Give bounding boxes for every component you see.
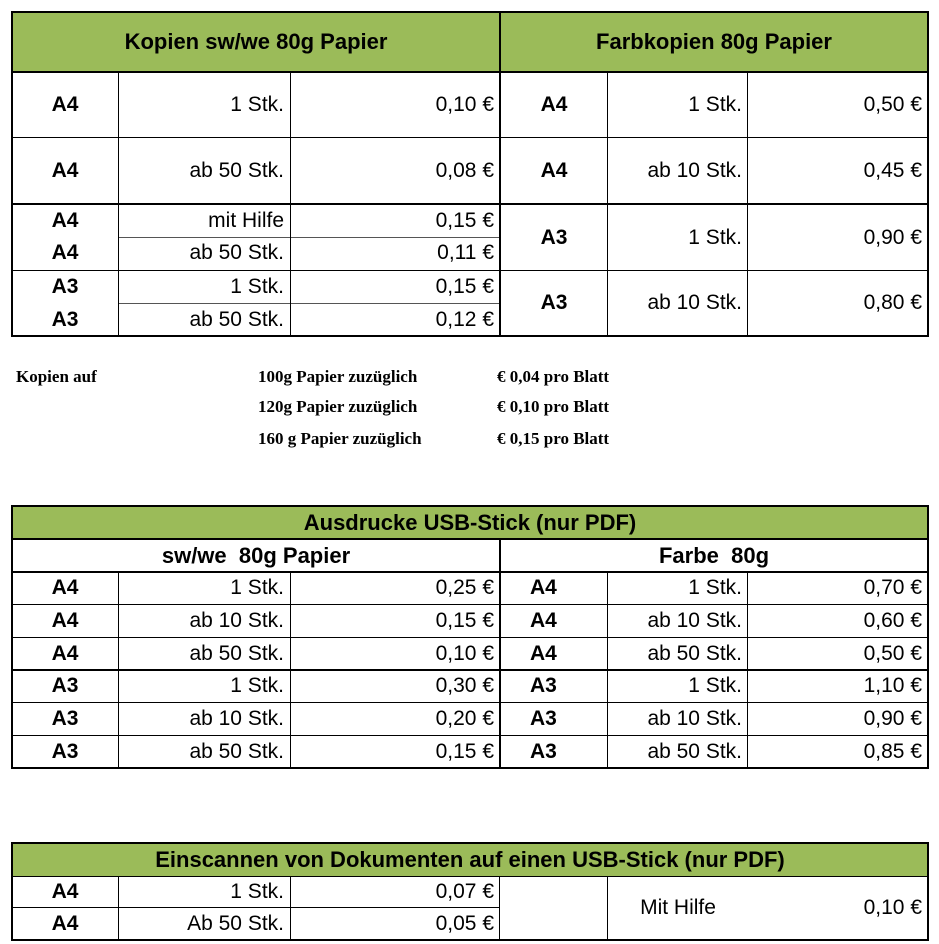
usb-bw-row-5-format: A3 <box>51 707 79 730</box>
grid-line <box>747 72 748 336</box>
surcharge-price-3: € 0,15 pro Blatt <box>497 429 610 448</box>
usb-bw-row-5-qty: ab 10 Stk. <box>189 707 284 730</box>
grid-line <box>927 505 929 769</box>
surcharge-paper-2: 120g Papier zuzüglich <box>258 397 418 416</box>
usb-bw-row-2-qty: ab 10 Stk. <box>189 609 284 632</box>
usb-prints-bw-header: sw/we 80g Papier <box>161 542 351 568</box>
grid-line <box>11 505 929 507</box>
usb-color-row-6-qty: ab 50 Stk. <box>647 740 742 763</box>
usb-bw-row-3-qty: ab 50 Stk. <box>189 642 284 665</box>
copies-bw-row-1-format: A4 <box>51 93 79 116</box>
usb-bw-row-2-price: 0,15 € <box>435 609 494 632</box>
surcharge-label: Kopien auf <box>16 367 97 386</box>
grid-line <box>499 11 501 337</box>
grid-line <box>607 72 608 336</box>
usb-color-row-5-format: A3 <box>530 707 557 730</box>
grid-line <box>118 237 500 238</box>
copies-bw-row-6-format: A3 <box>51 308 79 331</box>
usb-color-row-6-price: 0,85 € <box>863 740 922 763</box>
copies-color-row-3-price: 0,90 € <box>863 225 922 249</box>
grid-line <box>11 505 13 769</box>
grid-line <box>499 539 501 769</box>
copies-color-row-4-format: A3 <box>540 291 568 314</box>
grid-line <box>11 11 929 13</box>
grid-line <box>11 11 13 337</box>
copies-bw-row-2-price: 0,08 € <box>435 159 494 182</box>
usb-color-row-5-price: 0,90 € <box>863 707 922 730</box>
scan-help-price: 0,10 € <box>863 896 922 919</box>
usb-bw-row-2-format: A4 <box>51 609 79 632</box>
copies-color-row-1-price: 0,50 € <box>863 93 922 116</box>
grid-line <box>11 907 500 908</box>
copies-color-row-2-qty: ab 10 Stk. <box>647 159 742 182</box>
grid-line <box>11 735 929 736</box>
usb-color-row-1-qty: 1 Stk. <box>688 576 742 599</box>
usb-color-row-4-qty: 1 Stk. <box>688 674 742 697</box>
scan-row-2-qty: Ab 50 Stk. <box>187 911 284 935</box>
grid-line <box>118 303 500 304</box>
usb-prints-color-header: Farbe 80g <box>658 542 770 568</box>
usb-prints-title: Ausdrucke USB-Stick (nur PDF) <box>303 509 637 535</box>
copies-bw-row-5-qty: 1 Stk. <box>230 275 284 298</box>
grid-line <box>11 604 929 605</box>
copies-bw-row-6-qty: ab 50 Stk. <box>189 308 284 331</box>
usb-color-row-3-price: 0,50 € <box>863 642 922 665</box>
grid-line <box>118 72 119 336</box>
usb-color-row-5-qty: ab 10 Stk. <box>647 707 742 730</box>
copies-color-row-4-price: 0,80 € <box>863 291 922 314</box>
usb-color-row-6-format: A3 <box>530 740 557 763</box>
surcharge-paper-1: 100g Papier zuzüglich <box>258 367 418 386</box>
grid-line <box>927 842 929 941</box>
usb-bw-row-5-price: 0,20 € <box>435 707 494 730</box>
usb-color-row-3-qty: ab 50 Stk. <box>647 642 742 665</box>
copies-color-row-2-price: 0,45 € <box>863 159 922 182</box>
scan-row-2-price: 0,05 € <box>435 911 494 935</box>
usb-bw-row-4-price: 0,30 € <box>435 674 494 697</box>
usb-bw-row-6-qty: ab 50 Stk. <box>189 740 284 763</box>
copies-color-row-1-format: A4 <box>540 93 568 116</box>
usb-bw-row-1-format: A4 <box>51 576 79 599</box>
usb-color-row-4-price: 1,10 € <box>863 674 922 697</box>
grid-line <box>11 137 929 138</box>
grid-line <box>11 270 929 271</box>
copies-bw-header: Kopien sw/we 80g Papier <box>124 29 388 54</box>
grid-line <box>290 572 291 768</box>
grid-line <box>499 877 500 939</box>
usb-bw-row-6-price: 0,15 € <box>435 740 494 763</box>
copies-color-header: Farbkopien 80g Papier <box>596 29 832 54</box>
usb-color-row-4-format: A3 <box>530 674 557 697</box>
grid-line <box>11 71 929 73</box>
copies-bw-row-2-qty: ab 50 Stk. <box>189 159 284 182</box>
usb-color-row-3-format: A4 <box>530 642 557 665</box>
scan-row-1-price: 0,07 € <box>435 880 494 903</box>
usb-color-row-1-price: 0,70 € <box>863 576 922 599</box>
scan-row-1-qty: 1 Stk. <box>230 880 284 903</box>
copies-color-row-4-qty: ab 10 Stk. <box>647 291 742 314</box>
grid-line <box>290 877 291 939</box>
copies-bw-row-1-qty: 1 Stk. <box>230 93 284 116</box>
grid-line <box>11 876 929 877</box>
grid-line <box>118 572 119 768</box>
grid-line <box>11 203 929 205</box>
scan-help-label: Mit Hilfe <box>640 896 716 919</box>
grid-line <box>11 669 929 671</box>
surcharge-paper-3: 160 g Papier zuzüglich <box>258 429 422 448</box>
grid-line <box>11 538 929 540</box>
usb-color-row-1-format: A4 <box>530 576 557 599</box>
grid-line <box>11 767 929 769</box>
grid-line <box>11 335 929 337</box>
grid-line <box>118 877 119 939</box>
scan-row-2-format: A4 <box>51 911 79 935</box>
grid-line <box>11 939 929 941</box>
surcharge-price-1: € 0,04 pro Blatt <box>497 367 610 386</box>
copies-bw-row-5-format: A3 <box>51 275 79 298</box>
usb-bw-row-3-price: 0,10 € <box>435 642 494 665</box>
grid-line <box>607 572 608 768</box>
copies-color-row-2-format: A4 <box>540 159 568 182</box>
copies-bw-row-4-format: A4 <box>51 241 79 264</box>
copies-bw-row-3-qty: mit Hilfe <box>208 209 284 232</box>
scan-title: Einscannen von Dokumenten auf einen USB-Stick (nur PDF) <box>155 846 785 872</box>
usb-bw-row-1-price: 0,25 € <box>435 576 494 599</box>
usb-bw-row-4-qty: 1 Stk. <box>230 674 284 697</box>
usb-bw-row-4-format: A3 <box>51 674 79 697</box>
copies-bw-row-5-price: 0,15 € <box>435 275 494 298</box>
grid-line <box>11 842 929 844</box>
copies-bw-row-3-price: 0,15 € <box>435 209 494 232</box>
usb-color-row-2-qty: ab 10 Stk. <box>647 609 742 632</box>
usb-color-row-2-format: A4 <box>530 609 557 632</box>
copies-color-row-3-format: A3 <box>540 225 568 249</box>
usb-bw-row-6-format: A3 <box>51 740 79 763</box>
surcharge-price-2: € 0,10 pro Blatt <box>497 397 610 416</box>
grid-line <box>290 72 291 336</box>
copies-bw-row-4-qty: ab 50 Stk. <box>189 241 284 264</box>
usb-bw-row-3-format: A4 <box>51 642 79 665</box>
copies-bw-row-6-price: 0,12 € <box>435 308 494 331</box>
copies-color-row-1-qty: 1 Stk. <box>688 93 742 116</box>
copies-bw-row-1-price: 0,10 € <box>435 93 494 116</box>
grid-line <box>11 637 929 638</box>
copies-bw-row-2-format: A4 <box>51 159 79 182</box>
grid-line <box>607 877 608 939</box>
grid-line <box>11 571 929 573</box>
copies-bw-row-3-format: A4 <box>51 209 79 232</box>
usb-bw-row-1-qty: 1 Stk. <box>230 576 284 599</box>
usb-color-row-2-price: 0,60 € <box>863 609 922 632</box>
scan-row-1-format: A4 <box>51 880 79 903</box>
grid-line <box>747 572 748 768</box>
grid-line <box>11 702 929 703</box>
copies-bw-row-4-price: 0,11 € <box>437 241 494 264</box>
grid-line <box>927 11 929 337</box>
grid-line <box>11 842 13 941</box>
copies-color-row-3-qty: 1 Stk. <box>688 225 742 249</box>
